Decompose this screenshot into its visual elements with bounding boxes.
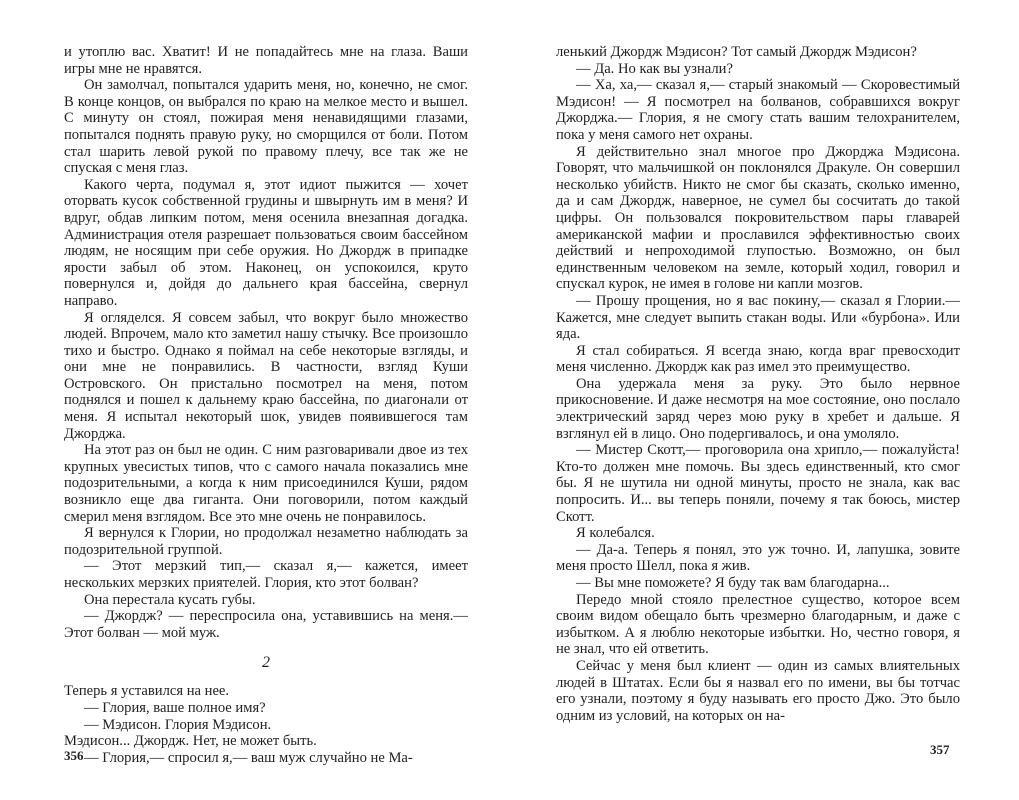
paragraph: и утоплю вас. Хватит! И не попадайтесь мне на глаза. Ваши игры мне не нравятся. xyxy=(64,44,468,77)
paragraph: Я огляделся. Я совсем забыл, что вокруг было множество людей. Впрочем, мало кто заметил нашу стычку. Все произошло тихо и быстро. Однако я поймал на себе некоторые взгляды, и они мне не понравились. В частности, взгляд Куши Островского. Он пристально посмотрел на меня, потом поднялся и пошел к дальнему краю бассейна, по диагонали от меня. Я испытал некоторый шок, увидев появившегося там Джорджа. xyxy=(64,309,468,442)
left-page-number: 356 xyxy=(64,748,84,763)
paragraph: Я колебался. xyxy=(576,525,655,542)
left-page xyxy=(64,44,468,800)
paragraph: — Глория, ваше полное имя? xyxy=(84,699,266,716)
paragraph: — Ха, ха,— сказал я,— старый знакомый — Скоровестимый Мэдисон! — Я посмотрел на болванов, собравшихся вокруг Джорджа.— Глория, я не смогу стать вашим телохранителем, пока у меня самого нет охраны. xyxy=(556,77,960,143)
paragraph: Мэдисон... Джордж. Нет, не может быть. xyxy=(64,733,317,750)
paragraph: — Этот мерзкий тип,— сказал я,— кажется, имеет нескольких мерзких приятелей. Глория, кто этот болван? xyxy=(64,558,468,591)
paragraph: — Вы мне поможете? Я буду так вам благодарна... xyxy=(576,575,890,591)
paragraph: Какого черта, подумал я, этот идиот пыжится — хочет оторвать кусок собственной грудины и швырнуть им в меня? И вдруг, обдав липким потом, меня осенила внезапная догадка. Администрация отеля разрешает пользоваться своим бассейном людям, не носящим при себе оружия. Но Джордж в припадке ярости забыл об этом. Наконец, он успокоился, круто повернулся и, дойдя до дальнего края бассейна, свернул направо. xyxy=(64,176,468,309)
left-page-text-after-section xyxy=(64,683,468,766)
paragraph: — Да. Но как вы узнали? xyxy=(576,60,733,77)
paragraph: Сейчас у меня был клиент — один из самых влиятельных людей в Штатах. Если бы я назвал его по имени, вы бы тотчас его узнали, поэтому я буду называть его просто Джо. Это было одним из условий, на которых он на- xyxy=(556,657,960,724)
paragraph: Он замолчал, попытался ударить меня, но, конечно, не смог. В конце концов, он выбрался по краю на мелкое место и вышел. С минуту он стоял, пожирая меня ненавидящими глазами, попытался поднять правую руку, но сморщился от боли. Потом стал шарить левой рукой по правому плечу, все так же не спуская с меня глаз. xyxy=(64,77,468,177)
left-page-text xyxy=(64,44,468,641)
paragraph: Теперь я уставился на нее. xyxy=(64,683,230,700)
paragraph: — Глория,— спросил я,— ваш муж случайно не Ма- xyxy=(84,749,413,766)
paragraph: Она перестала кусать губы. xyxy=(84,591,256,608)
paragraph: На этот раз он был не один. С ним разговаривали двое из тех крупных увесистых типов, что с самого начала показались мне подозрительными, а когда к ним присоединился Куши, рядом возникло еще два гиганта. Они поговорили, потом каждый смерил меня взглядом. Все это мне очень не понравилось. xyxy=(64,442,468,525)
paragraph: Я стал собираться. Я всегда знаю, когда враг превосходит меня численно. Джордж как раз имел это преимущество. xyxy=(556,342,960,376)
paragraph: — Да-а. Теперь я понял, это уж точно. И, лапушка, зовите меня просто Шелл, пока я жив. xyxy=(556,541,960,575)
right-page xyxy=(556,44,960,800)
right-page-number: 357 xyxy=(930,742,950,757)
paragraph: — Прошу прощения, но я вас покину,— сказал я Глории.— Кажется, мне следует выпить стакан воды. Или «бурбона». Или яда. xyxy=(556,292,960,343)
paragraph: Передо мной стояло прелестное существо, которое всем своим видом обещало быть чрезмерно благодарным, и даже с избытком. А я люблю некоторые избытки. Но, честно говоря, я не знал, что ей ответить. xyxy=(556,591,960,658)
paragraph: — Мистер Скотт,— проговорила она хрипло,— пожалуйста! Кто-то должен мне помочь. Вы здесь единственный, кто смог бы. Я не шутила ни одной минуты, просто не знала, как вас попросить. И... вы теперь поняли, почему я так боюсь, мистер Скотт. xyxy=(556,442,960,525)
paragraph: Я вернулся к Глории, но продолжал незаметно наблюдать за подозрительной группой. xyxy=(64,525,468,558)
paragraph: Она удержала меня за руку. Это было нервное прикосновение. И даже несмотря на мое состояние, оно послало электрический заряд через мою руку в хребет и дальше. Я взглянул ей в лицо. Оно подергивалось, и она умоляло. xyxy=(556,375,960,442)
right-page-text xyxy=(556,44,960,724)
paragraph: Я действительно знал многое про Джорджа Мэдисона. Говорят, что мальчишкой он поклонялся Дракуле. Он совершил несколько убийств. Никто не смог бы сказать, сколько именно, да и сам Джордж, наверное, не сумел бы сосчитать до такой цифры. Он пользовался покровительством пары главарей американской мафии и прославился эффективностью своих действий и непроходимой глупостью. Возможно, он был единственным человеком на земле, который ходил, говорил и спускал курок, не имея в голове ни капли мозгов. xyxy=(556,143,960,293)
paragraph: ленький Джордж Мэдисон? Тот самый Джордж Мэдисон? xyxy=(556,44,917,60)
paragraph: — Джордж? — переспросила она, уставившись на меня.— Этот болван — мой муж. xyxy=(64,608,468,641)
section-number: 2 xyxy=(262,654,270,672)
paragraph: — Мэдисон. Глория Мэдисон. xyxy=(84,716,272,733)
